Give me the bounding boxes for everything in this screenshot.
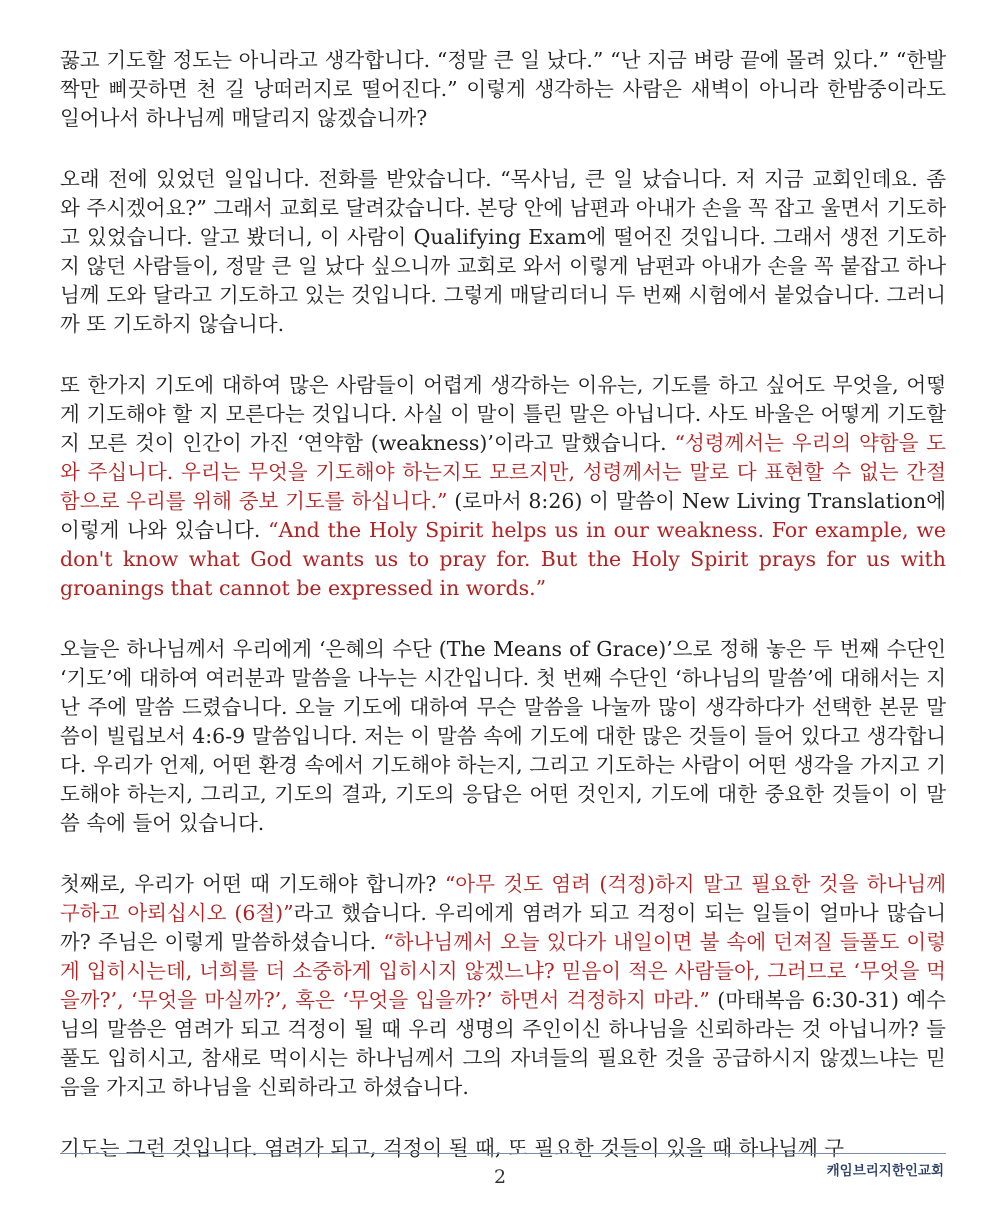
paragraph-text: 또 한가지 기도에 대하여 많은 사람들이 어렵게 생각하는 이유는, 기도를 하고 싶어도 무엇을, 어떻게 기도해야 할 지 모른다는 것입니다. 사실 이 말이 틀린 말은 아닙니다. 사도 바울은 어떻게 기도할 지 모른 것이 인간이 가진 ‘연약함 (weakness)’이라고 말했습니다. bbox=[60, 373, 946, 455]
paragraph-3 bbox=[60, 371, 946, 603]
paragraph-text: 오래 전에 있었던 일입니다. 전화를 받았습니다. “목사님, 큰 일 났습니다. 저 지금 교회인데요. 좀 와 주시겠어요?” 그래서 교회로 달려갔습니다. 본당 안에 남편과 아내가 손을 꼭 잡고 울면서 기도하고 있었습니다. 알고 봤더니, 이 사람이 Qualifying Exam에 떨어진 것입니다. 그래서 생전 기도하지 않던 사람들이, 정말 큰 일 났다 싶으니까 교회로 와서 이렇게 남편과 아내가 손을 꼭 붙잡고 하나님께 도와 달라고 기도하고 있는 것입니다. 그렇게 매달리더니 두 번째 시험에서 붙었습니다. 그러니까 또 기도하지 않습니다. bbox=[60, 167, 946, 336]
scripture-quote-matthew: “하나님께서 오늘 있다가 내일이면 불 속에 던져질 들풀도 이렇게 입히시는데, 너희를 더 소중하게 입히시지 않겠느냐? 믿음이 적은 사람들아, 그러므로 ‘무엇을 먹을까?’, ‘무엇을 마실까?’, 혹은 ‘무엇을 입을까?’ 하면서 걱정하지 마라.” bbox=[60, 930, 946, 1012]
paragraph-text: 꿇고 기도할 정도는 아니라고 생각합니다. “정말 큰 일 났다.” “난 지금 벼랑 끝에 몰려 있다.” “한발짝만 삐끗하면 천 길 낭떠러지로 떨어진다.” 이렇게 생각하는 사람은 새벽이 아니라 한밤중이라도 일어나서 하나님께 매달리지 않겠습니까? bbox=[60, 48, 946, 130]
page-number: 2 bbox=[493, 1166, 507, 1188]
scripture-quote-english: “And the Holy Spirit helps us in our weakness. For example, we don't know what God wants us to pray for. But the Holy Spirit prays for us with groanings that cannot be expressed in words.” bbox=[60, 518, 947, 600]
paragraph-text: 첫째로, 우리가 어떤 때 기도해야 합니까? bbox=[60, 872, 445, 896]
paragraph-text: 오늘은 하나님께서 우리에게 ‘은혜의 수단 (The Means of Grace)’으로 정해 놓은 두 번째 수단인 ‘기도’에 대하여 여러분과 말씀을 나누는 시간입니다. 첫 번째 수단인 ‘하나님의 말씀’에 대해서는 지난 주에 말씀 드렸습니다. 오늘 기도에 대하여 무슨 말씀을 나눌까 많이 생각하다가 선택한 본문 말씀이 빌립보서 4:6-9 말씀입니다. 저는 이 말씀 속에 기도에 대한 많은 것들이 들어 있다고 생각합니다. 우리가 언제, 어떤 환경 속에서 기도해야 하는지, 그리고 기도하는 사람이 어떤 생각을 가지고 기도해야 하는지, 그리고, 기도의 결과, 기도의 응답은 어떤 것인지, 기도에 대한 중요한 것들이 이 말씀 속에 들어 있습니다. bbox=[60, 637, 946, 835]
paragraph-text: 기도는 그런 것입니다. 염려가 되고, 걱정이 될 때, 또 필요한 것들이 있을 때 하나님께 구 bbox=[60, 1136, 845, 1160]
paragraph-6 bbox=[60, 1134, 946, 1163]
scripture-quote-korean: “성령께서는 우리의 약함을 도와 주십니다. 우리는 무엇을 기도해야 하는지도 모르지만, 성령께서는 말로 다 표현할 수 없는 간절함으로 우리를 위해 중보 기도를 하십니다.” bbox=[60, 431, 946, 513]
paragraph-text: (마태복음 6:30-31) 예수님의 말씀은 염려가 되고 걱정이 될 때 우리 생명의 주인이신 하나님을 신뢰하라는 것 아닙니까? 들풀도 입히시고, 참새로 먹이시는 하나님께서 그의 자녀들의 필요한 것을 공급하시지 않겠느냐는 믿음을 가지고 하나님을 신뢰하라고 하셨습니다. bbox=[60, 988, 946, 1099]
paragraph-5 bbox=[60, 870, 946, 1102]
footer-divider bbox=[60, 1153, 946, 1154]
sermon-body bbox=[60, 46, 946, 1195]
paragraph-2 bbox=[60, 165, 946, 339]
paragraph-text: (로마서 8:26) 이 말씀이 New Living Translation에 이렇게 나와 있습니다. bbox=[60, 489, 947, 542]
church-name: 캐임브리지한인교회 bbox=[826, 1163, 944, 1179]
paragraph-text: 라고 했습니다. 우리에게 염려가 되고 걱정이 되는 일들이 얼마나 많습니까? 주님은 이렇게 말씀하셨습니다. bbox=[60, 901, 947, 954]
paragraph-1 bbox=[60, 46, 946, 133]
paragraph-4 bbox=[60, 635, 946, 838]
scripture-quote-philippians: “아무 것도 염려 (걱정)하지 말고 필요한 것을 하나님께 구하고 아뢰십시오 (6절)” bbox=[60, 872, 947, 925]
